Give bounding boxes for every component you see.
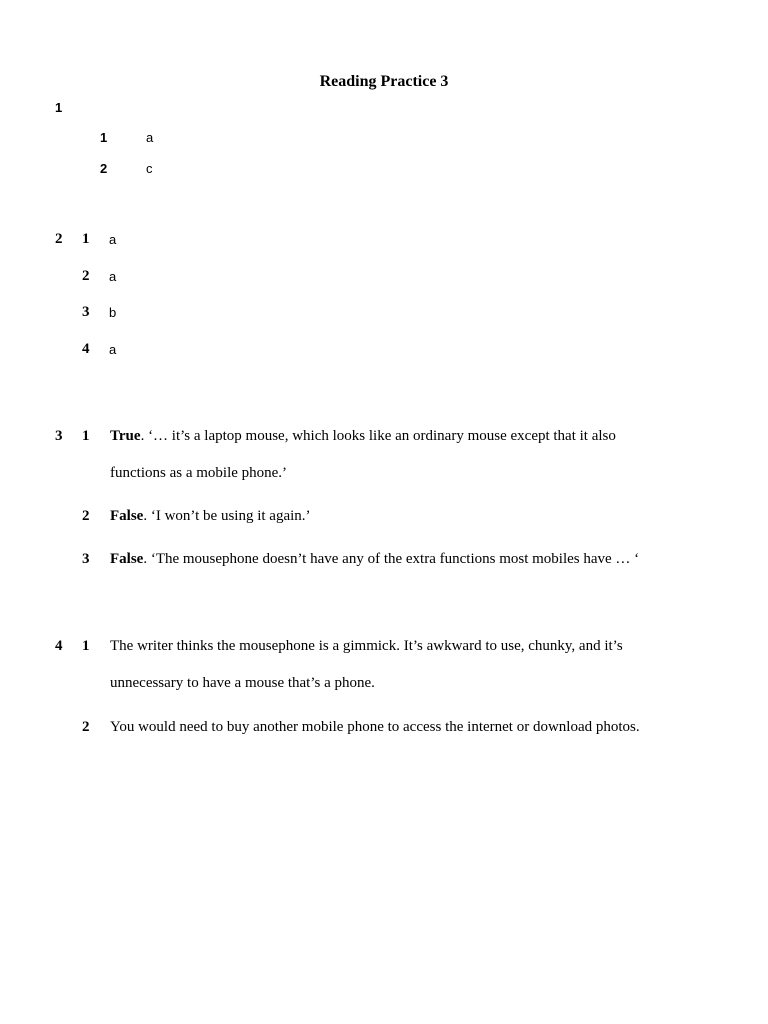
section4-item-text-continued: unnecessary to have a mouse that’s a phone. bbox=[110, 675, 375, 691]
section3-item-number: 3 bbox=[82, 551, 90, 567]
section3-item-number: 2 bbox=[82, 508, 90, 524]
answer-quote: . ‘I won’t be using it again.’ bbox=[143, 508, 311, 524]
section-number-1: 1 bbox=[55, 100, 63, 115]
section4-item-text: You would need to buy another mobile phone to access the internet or download photos. bbox=[110, 719, 640, 735]
section2-item-answer: a bbox=[109, 342, 117, 357]
section1-item-answer: c bbox=[146, 161, 153, 176]
answer-verdict: False bbox=[110, 508, 144, 524]
answer-quote: . ‘… it’s a laptop mouse, which looks like an ordinary mouse except that it also bbox=[140, 428, 616, 444]
section4-item-text: The writer thinks the mousephone is a gimmick. It’s awkward to use, chunky, and it’s bbox=[110, 638, 623, 654]
section3-item-text-continued: functions as a mobile phone.’ bbox=[110, 465, 288, 481]
answer-quote: . ‘The mousephone doesn’t have any of the extra functions most mobiles have … ‘ bbox=[143, 551, 640, 567]
section2-item-answer: a bbox=[109, 232, 117, 247]
section1-item-answer: a bbox=[146, 130, 154, 145]
section1-item-number: 1 bbox=[100, 130, 108, 145]
answer-verdict: True bbox=[110, 428, 141, 444]
section4-item-number: 1 bbox=[82, 638, 90, 654]
section-number-4: 4 bbox=[55, 638, 63, 654]
section2-item-answer: a bbox=[109, 269, 117, 284]
section2-item-number: 3 bbox=[82, 304, 90, 320]
section2-item-answer: b bbox=[109, 305, 117, 320]
section3-item-number: 1 bbox=[82, 428, 90, 444]
section3-item-text bbox=[110, 428, 616, 445]
section-number-2: 2 bbox=[55, 231, 63, 247]
answer-verdict: False bbox=[110, 551, 144, 567]
section2-item-number: 2 bbox=[82, 268, 90, 284]
section1-item-number: 2 bbox=[100, 161, 108, 176]
section3-item-text bbox=[110, 551, 639, 568]
section2-item-number: 4 bbox=[82, 341, 90, 357]
section3-item-text bbox=[110, 508, 311, 525]
section-number-3: 3 bbox=[55, 428, 63, 444]
page-title: Reading Practice 3 bbox=[319, 73, 449, 90]
section2-item-number: 1 bbox=[82, 231, 90, 247]
section4-item-number: 2 bbox=[82, 719, 90, 735]
